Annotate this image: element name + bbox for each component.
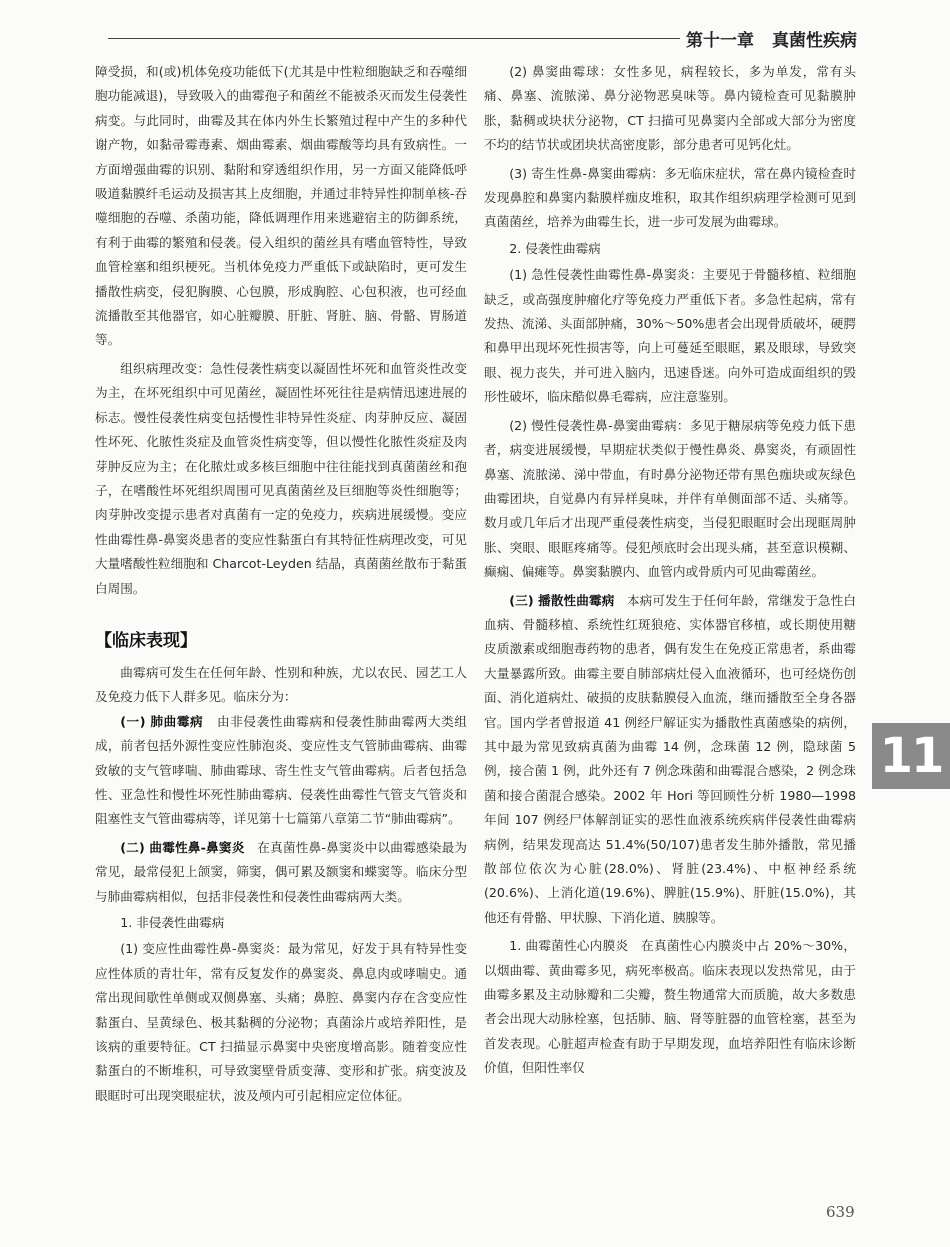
heading-noninvasive: 1. 非侵袭性曲霉病 xyxy=(120,915,225,930)
text-disseminated: 本病可发生于任何年龄，常继发于急性白血病、骨髓移植、系统性红斑狼疮、实体器官移植，或长期使用糖皮质激素或细胞毒药物的患者，偶有发生在免疫正常患者，系曲霉大量暴露所致。曲霉主要自肺部病灶侵入血液循环，也可经烧伤创面、消化道病灶、破损的皮肤黏膜侵入血流，继而播散至全身各器官。国内学者曾报道 41 例经尸解证实为播散性真菌感染的病例，其中最为常见致病真菌为曲霉 14 例，念珠菌 12 例，隐球菌 5 例，接合菌 1 例，此外还有 7 例念珠菌和曲霉混合感染，2 例念珠菌和接合菌混合感染。2002 年 Hori 等回顾性分析 1980—1998 年间 107 例经尸体解剖证实的恶性血液系统疾病伴侵袭性曲霉病病例，结果发现高达 51.4%(50/107)患者发生肺外播散，常见播散部位依次为心脏(28.0%)、肾脏(23.4%)、中枢神经系统(20.6%)、上消化道(19.6%)、脾脏(15.9%)、肝脏(15.0%)，其他还有骨骼、甲状腺、下消化道、胰腺等。 xyxy=(484,592,856,925)
heading-sinusitis: (二) 曲霉性鼻-鼻窦炎 xyxy=(120,839,245,855)
chapter-tab: 11 xyxy=(872,723,950,789)
paragraph-pathogenesis-cont: 障受损，和(或)机体免疫功能低下(尤其是中性粒细胞缺乏和吞噬细胞功能减退)，导致吸入的曲霉孢子和菌丝不能被杀灭而发生侵袭性病变。与此同时，曲霉及其在体内外生长繁殖过程中产生的多种代谢产物，如黏帚霉毒素、烟曲霉素、烟曲霉酸等均具有致病性。一方面增强曲霉的识别、黏附和穿透组织作用，另一方面又能降低呼吸道黏膜纤毛运动及损害其上皮细胞，并通过非特异性抑制单核-吞噬细胞的吞噬、杀菌功能，降低调理作用来逃避宿主的防御系统，有利于曲霉的繁殖和侵袭。侵入组织的菌丝具有嗜血管特性，导致血管栓塞和组织梗死。当机体免疫力严重低下或缺陷时，更可发生播散性病变，侵犯胸膜、心包膜，形成胸腔、心包积液，也可经血流播散至其他器官，如心脏瓣膜、肝脏、肾脏、脑、骨骼、胃肠道等。 xyxy=(95,64,467,348)
paragraph-clinical-intro: 曲霉病可发生在任何年龄、性别和种族，尤以农民、园艺工人及免疫力低下人群多见。临床分为： xyxy=(95,664,467,705)
heading-invasive: 2. 侵袭性曲霉病 xyxy=(509,240,601,256)
text-sinusitis: 在真菌性鼻-鼻窦炎中以曲霉感染最为常见，最常侵犯上颌窦，筛窦，偶可累及额窦和蝶窦等。临床分型与肺曲霉病相似，包括非侵袭性和侵袭性曲霉病两大类。 xyxy=(95,839,468,904)
section-heading-clinical: 【临床表现】 xyxy=(95,630,197,651)
chapter-number: 第十一章 xyxy=(686,31,754,51)
paragraph-disseminated xyxy=(484,589,856,931)
paragraph-endocarditis xyxy=(484,934,856,1080)
heading-disseminated: (三) 播散性曲霉病 xyxy=(509,592,615,608)
paragraph-histopathology: 组织病理改变：急性侵袭性病变以凝固性坏死和血管炎性改变为主，在坏死组织中可见菌丝，凝固性坏死往往是病情迅速进展的标志。慢性侵袭性病变包括慢性非特异性炎症、肉芽肿反应、凝固性坏死、化脓性炎症及血管炎性病变等，但以慢性化脓性炎症及肉芽肿反应为主；在化脓灶或多核巨细胞中往往能找到真菌菌丝和孢子，在嗜酸性坏死组织周围可见真菌菌丝及巨细胞等炎性细胞等；肉芽肿改变提示患者对真菌有一定的免疫力，疾病进展缓慢。变应性曲霉性鼻-鼻窦炎患者的变应性黏蛋白有其特征性病理改变，可见大量嗜酸性粒细胞和 Charcot-Leyden 结晶，真菌菌丝散布于黏蛋白周围。 xyxy=(95,360,467,596)
paragraph-sinusitis xyxy=(95,836,467,909)
text-pulmonary: 由非侵袭性曲霉病和侵袭性肺曲霉两大类组成，前者包括外源性变应性肺泡炎、变应性支气管肺曲霉病、曲霉致敏的支气管哮喘、肺曲霉球、寄生性支气管曲霉病。后者包括急性、亚急性和慢性坏死性肺曲霉病、侵袭性曲霉性气管支气管炎和阻塞性支气管曲霉病等，详见第十七篇第八章第二节“肺曲霉病”。 xyxy=(95,713,467,827)
paragraph-fungus-ball: (2) 鼻窦曲霉球：女性多见，病程较长，多为单发，常有头痛、鼻塞、流脓涕、鼻分泌物恶臭味等。鼻内镜检查可见黏膜肿胀，黏稠或块状分泌物，CT 扫描可见鼻窦内全部或大部分为密度不均的结节状或团块状高密度影，部分患者可见钙化灶。 xyxy=(484,64,856,153)
paragraph-acute-invasive: (1) 急性侵袭性曲霉性鼻-鼻窦炎：主要见于骨髓移植、粒细胞缺乏，或高强度肿瘤化疗等免疫力严重低下者。多急性起病，常有发热、流涕、头面部肿痛，30%～50%患者会出现骨质破坏，硬腭和鼻甲出现坏死性损害等，向上可蔓延至眼眶，累及眼球，导致突眼、视力丧失，并可进入脑内，迅速昏迷。向外可造成面组织的毁形性破坏，临床酷似鼻毛霉病，应注意鉴别。 xyxy=(484,267,856,405)
running-header xyxy=(686,26,857,51)
heading-endocarditis: 1. 曲霉菌性心内膜炎 xyxy=(509,938,629,954)
paragraph-allergic-sinusitis: (1) 变应性曲霉性鼻-鼻窦炎：最为常见，好发于具有特异性变应性体质的青壮年，常有反复发作的鼻窦炎、鼻息肉或哮喘史。通常出现间歇性单侧或双侧鼻塞、头痛；鼻腔、鼻窦内存在含变应性黏蛋白、呈黄绿色、极其黏稠的分泌物；真菌涂片或培养阳性，是该病的重要特征。CT 扫描显示鼻窦中央密度增高影。随着变应性黏蛋白的不断堆积，可导致窦壁骨质变薄、变形和扩张。病变波及眼眶时可出现突眼症状，波及颅内可引起相应定位体征。 xyxy=(95,941,467,1103)
heading-pulmonary-aspergillosis: (一) 肺曲霉病 xyxy=(120,713,204,729)
paragraph-saprophytic: (3) 寄生性鼻-鼻窦曲霉病：多无临床症状，常在鼻内镜检查时发现鼻腔和鼻窦内黏膜样痂皮堆积，取其作组织病理学检测可见到真菌菌丝，培养为曲霉生长，进一步可发展为曲霉球。 xyxy=(484,165,856,230)
chapter-title: 真菌性疾病 xyxy=(772,31,857,51)
left-column xyxy=(95,60,467,1108)
paragraph-pulmonary xyxy=(95,710,467,832)
text-endocarditis: 在真菌性心内膜炎中占 20%～30%，以烟曲霉、黄曲霉多见，病死率极高。临床表现以发热常见，由于曲霉多累及主动脉瓣和二尖瓣，赘生物通常大而质脆，故大多数患者会出现大动脉栓塞，包括肺、脑、肾等脏器的血管栓塞，甚至为首发表现。心脏超声检查有助于早期发现，血培养阳性有临床诊断价值，但阳性率仅 xyxy=(484,938,856,1076)
header-rule xyxy=(108,38,680,39)
page-number: 639 xyxy=(826,1203,855,1221)
paragraph-chronic-invasive: (2) 慢性侵袭性鼻-鼻窦曲霉病：多见于糖尿病等免疫力低下患者，病变进展缓慢，早期症状类似于慢性鼻炎、鼻窦炎，有顽固性鼻塞、流脓涕、涕中带血，有时鼻分泌物还带有黑色痂块或灰绿色曲霉团块，自觉鼻内有异样臭味，并伴有单侧面部不适、头痛等。数月或几年后才出现严重侵袭性病变，当侵犯眼眶时会出现眶周肿胀、突眼、眼眶疼痛等。侵犯颅底时会出现头痛，甚至意识模糊、癫痫、偏瘫等。鼻窦黏膜内、血管内或骨质内可见曲霉菌丝。 xyxy=(484,417,856,580)
right-column xyxy=(484,60,856,1081)
